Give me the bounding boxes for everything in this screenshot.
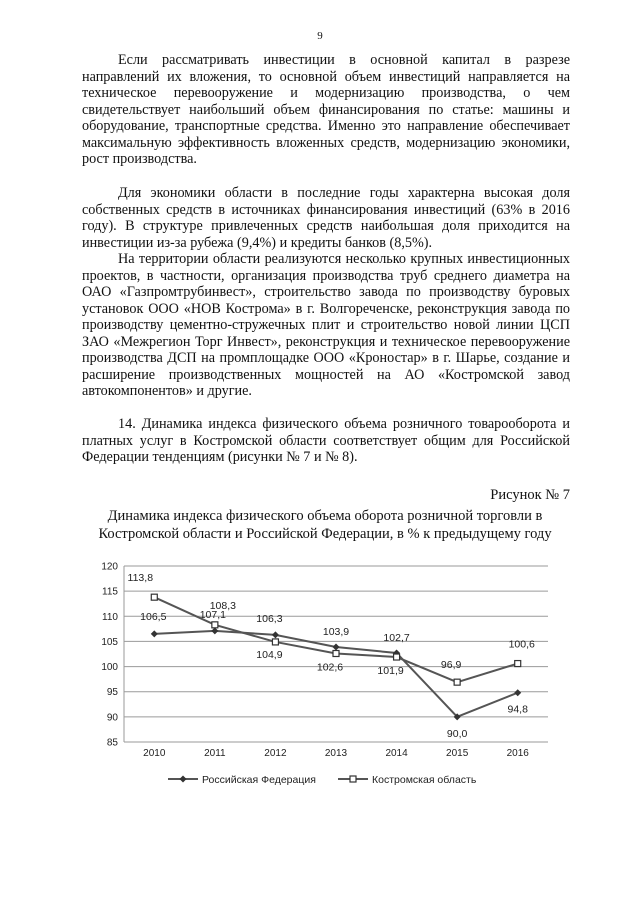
- series-1-point: [272, 631, 279, 638]
- y-tick-label: 95: [106, 687, 118, 699]
- series-2-data-label: 104,9: [256, 648, 283, 661]
- series-1-data-label: 106,3: [256, 612, 283, 625]
- page-number: 9: [317, 30, 323, 42]
- series-1-data-label: 107,1: [199, 608, 226, 621]
- series-1-data-label: 90,0: [446, 727, 468, 740]
- paragraph-retail-dynamics: 14. Динамика индекса физического объема розничного товарооборота и платных услуг в Костромской области соответствует общим для Российской Федерации тенденциям (рисунки № 7 и № 8).: [82, 416, 570, 465]
- legend-label: Костромская область: [372, 774, 477, 786]
- series-2-data-label: 113,8: [127, 572, 154, 585]
- y-tick-label: 85: [106, 737, 118, 749]
- legend-marker-diamond: [180, 776, 187, 783]
- series-1-data-label: 102,7: [383, 631, 410, 644]
- paragraph-financing-sources: Для экономики области в последние годы характерна высокая доля собственных средств в источниках финансирования инвестиций (63% в 2016 году). В структуре привлеченных средств наибольшая доля приходится на инвестиции из-за рубежа (9,4%) и кредиты банков (8,5%).: [82, 185, 570, 251]
- x-tick-label: 2012: [264, 748, 287, 759]
- series-2-data-label: 100,6: [508, 638, 535, 651]
- y-tick-label: 110: [102, 611, 118, 623]
- series-2-data-label: 102,6: [316, 661, 344, 674]
- x-tick-label: 2016: [506, 748, 529, 759]
- y-tick-label: 115: [102, 586, 118, 598]
- series-2-point: [151, 594, 157, 600]
- series-2-point: [212, 622, 218, 628]
- series-2-point: [394, 654, 400, 660]
- series-1-data-label: 94,8: [507, 703, 528, 716]
- y-tick-label: 105: [101, 636, 118, 648]
- series-2-point: [454, 679, 460, 685]
- series-2-point: [515, 661, 521, 667]
- series-2-point: [272, 639, 278, 645]
- x-tick-label: 2011: [204, 748, 226, 759]
- series-1-point: [514, 689, 521, 696]
- y-tick-label: 120: [101, 561, 118, 573]
- retail-index-line-chart: [80, 558, 560, 798]
- figure-title: Динамика индекса физического объема оборота розничной торговли в Костромской области и Российской Федерации, в % к предыдущему году: [98, 508, 552, 542]
- x-tick-label: 2015: [446, 748, 469, 759]
- series-1-data-label: 103,9: [322, 625, 350, 638]
- figure-label: Рисунок № 7: [490, 487, 570, 503]
- series-1-point: [333, 643, 340, 650]
- series-1-data-label: 106,5: [140, 610, 167, 623]
- paragraph-investments-structure: Если рассматривать инвестиции в основной капитал в разрезе направлений их вложения, то основной объем инвестиций направляется на техническое перевооружение и модернизацию производства, о чем свидетельствует наибольший объем финансирования по статье: машины и оборудование, транспортные средства. Именно это направление обеспечивает максимальную эффективность вложенных средств, модернизацию экономики, рост производства.: [82, 52, 570, 167]
- legend-label: Российская Федерация: [202, 774, 316, 786]
- y-tick-label: 100: [101, 662, 118, 674]
- x-tick-label: 2010: [143, 748, 166, 759]
- series-1-point: [151, 630, 158, 637]
- x-tick-label: 2013: [324, 748, 348, 759]
- legend-marker-square: [350, 776, 356, 782]
- series-2-data-label: 108,3: [209, 599, 236, 612]
- series-2-data-label: 101,9: [377, 665, 404, 678]
- y-tick-label: 90: [106, 712, 118, 724]
- paragraph-investment-projects: На территории области реализуются несколько крупных инвестиционных проектов, в частности, организация производства труб среднего диаметра на ОАО «Газпромтрубинвест», строительство завода по производству буровых установок ООО «НОВ Кострома» в г. Волгореченске, реконструкция завода по производству цементно-стружечных плит и строительство новой линии ЦСП ЗАО «Межрегион Торг Инвест», реконструкция и техническое перевооружение производства ДСП на промплощадке ООО «Кроностар» в г. Шарье, создание и расширение производственных мощностей на АО «Костромской завод автокомпонентов» и другие.: [82, 251, 570, 399]
- series-2-data-label: 96,9: [440, 659, 462, 672]
- series-2-point: [333, 650, 339, 656]
- x-tick-label: 2014: [385, 748, 408, 759]
